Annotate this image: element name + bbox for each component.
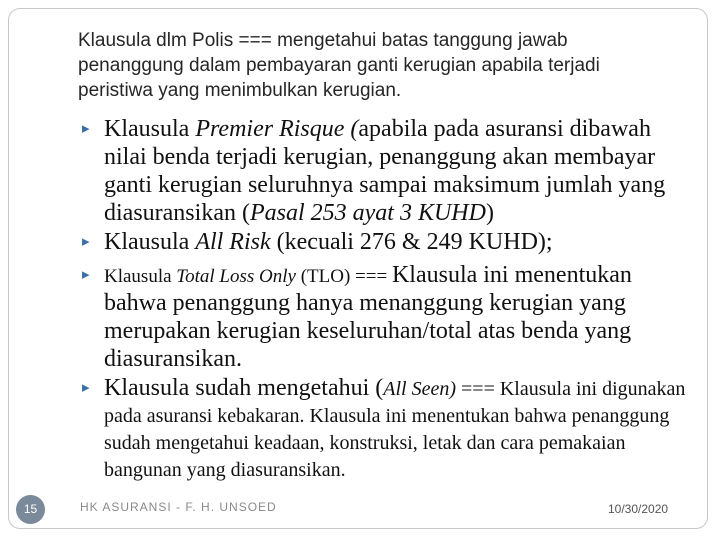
clause-list [84, 115, 699, 484]
intro-text: Klausula dlm Polis === mengetahui batas tanggung jawab penanggung dalam pembayaran ganti kerugian apabila terjadi peristiwa yang menimbulkan kerugian. [78, 30, 600, 101]
clause-text: (kecuali 276 & 249 KUHD); [270, 229, 553, 255]
list-item [84, 115, 699, 227]
bullet-icon: ▸ [82, 267, 90, 283]
clause-description: Klausula ini menentukan bahwa penanggung hanya menanggung kerugian yang merupakan kerugian keseluruhan/total atas benda yang diasuransikan. [104, 262, 632, 372]
clause-reference: Pasal 253 ayat 3 KUHD [249, 200, 486, 226]
clause-text: === [456, 378, 500, 400]
clause-text: (TLO) === [295, 266, 392, 287]
clause-label: Klausula sudah mengetahui ( [104, 375, 384, 401]
clause-term: Premier Risque ( [195, 116, 359, 142]
clause-description: Klausula ini digunakan pada asuransi kebakaran. Klausula ini menentukan bahwa penanggung sudah mengetahui keadaan, konstruksi, letak dan cara pemakaian bangunan yang diasuransikan. [104, 378, 686, 481]
clause-label: Klausula [104, 116, 196, 142]
clause-term: All Seen) [383, 378, 457, 400]
list-item [84, 375, 699, 484]
list-item [84, 228, 699, 256]
footer-text: HK ASURANSI - F. H. UNSOED [80, 500, 277, 514]
bullet-icon: ▸ [82, 121, 90, 137]
clause-label: Klausula [104, 266, 177, 287]
clause-term: All Risk [195, 229, 271, 255]
bullet-icon: ▸ [82, 380, 90, 396]
clause-text: apabila pada asuransi dibawah nilai benda terjadi kerugian, penanggung akan membayar ganti kerugian seluruhnya sampai maksimum jumlah yang diasuransikan ( [104, 116, 666, 226]
clause-term: Total Loss Only [176, 266, 296, 287]
clause-label: Klausula [104, 229, 196, 255]
bullet-icon: ▸ [82, 234, 90, 250]
list-item [84, 262, 699, 374]
footer-date: 10/30/2020 [608, 502, 669, 516]
slide-number-badge: 15 [16, 495, 45, 524]
clause-text-end: ) [485, 200, 494, 226]
